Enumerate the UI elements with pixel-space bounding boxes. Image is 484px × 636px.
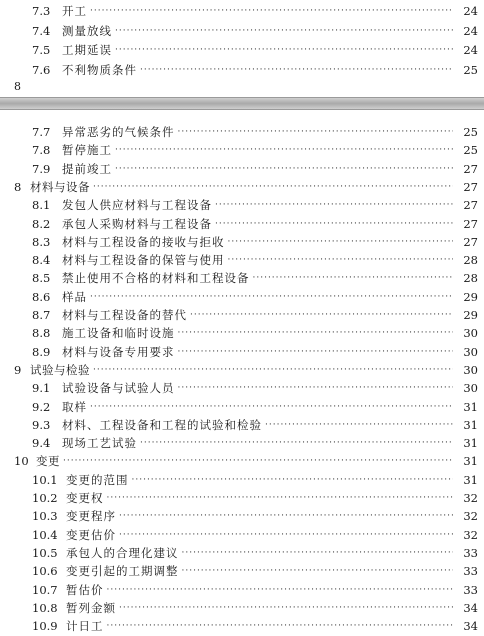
section-number: 7.3	[32, 4, 51, 18]
page-ref: 24	[463, 4, 478, 18]
toc-page-top	[0, 0, 484, 96]
section-number: 8.1	[32, 198, 51, 213]
section-title: 材料与工程设备的替代	[62, 308, 187, 322]
dot-leader	[132, 470, 454, 490]
section-number: 10.5	[32, 545, 58, 560]
page-ref: 32	[463, 491, 478, 505]
section-number: 8.3	[32, 234, 51, 249]
section-title: 试验设备与试验人员	[62, 381, 175, 396]
section-number: 7.7	[32, 125, 51, 139]
toc-entry	[0, 268, 484, 288]
page-ref: 27	[463, 234, 478, 249]
page-ref: 27	[463, 179, 478, 194]
section-number: 8.7	[32, 308, 51, 322]
toc-entry	[0, 159, 484, 179]
dot-leader	[115, 140, 453, 160]
section-title: 试验与检验	[30, 362, 90, 377]
section-title: 样品	[62, 289, 87, 304]
section-number: 8.8	[32, 326, 51, 341]
section-number: 10.7	[32, 582, 58, 597]
toc-entry	[0, 580, 484, 600]
toc-page-bottom	[0, 112, 484, 634]
section-title: 承包人采购材料与工程设备	[62, 216, 212, 231]
dot-leader	[178, 122, 454, 142]
section-number: 8.4	[32, 253, 51, 268]
page-ref: 30	[463, 381, 478, 396]
section-title: 变更权	[66, 491, 104, 505]
toc-entry	[0, 232, 484, 252]
section-title: 不利物质条件	[62, 62, 137, 77]
page-ref: 34	[463, 600, 478, 615]
page-ref: 32	[463, 509, 478, 524]
dot-leader	[63, 451, 453, 471]
dot-leader	[178, 342, 454, 362]
section-number: 10.8	[32, 600, 58, 615]
section-number: 10.3	[32, 509, 58, 524]
section-number: 10.4	[32, 527, 58, 542]
page-ref: 25	[463, 125, 478, 139]
section-title: 变更程序	[66, 509, 116, 524]
toc-entry	[0, 1, 484, 21]
toc-entry	[0, 323, 484, 343]
dot-leader	[115, 159, 453, 179]
dot-leader	[93, 360, 453, 380]
section-title: 禁止使用不合格的材料和工程设备	[62, 271, 250, 286]
dot-leader	[119, 506, 453, 526]
dot-leader	[178, 378, 454, 398]
page-ref: 31	[463, 417, 478, 432]
toc-entry	[0, 598, 484, 618]
page-ref: 30	[463, 362, 478, 377]
toc-entry	[0, 40, 484, 60]
section-title: 异常恶劣的气候条件	[62, 125, 175, 139]
page-ref: 27	[463, 216, 478, 231]
dot-leader	[107, 488, 454, 508]
toc-entry	[0, 378, 484, 398]
page-ref: 32	[463, 527, 478, 542]
section-title: 材料、工程设备和工程的试验和检验	[62, 417, 262, 432]
toc-entry	[0, 177, 484, 197]
toc-entry	[0, 195, 484, 215]
dot-leader	[182, 543, 454, 563]
section-title: 变更的范围	[66, 472, 129, 487]
dot-leader	[90, 287, 453, 307]
dot-leader	[178, 323, 454, 343]
toc-entry	[0, 506, 484, 526]
section-title: 变更估价	[66, 527, 116, 542]
dot-leader	[215, 195, 453, 215]
toc-entry	[0, 451, 484, 471]
toc-entry	[0, 305, 484, 325]
toc-entry	[0, 360, 484, 380]
dot-leader	[119, 598, 453, 618]
page-ref: 31	[463, 399, 478, 414]
page-ref: 28	[463, 253, 478, 268]
page-ref: 27	[463, 161, 478, 176]
page-ref: 25	[463, 62, 478, 77]
page-divider	[0, 97, 484, 110]
page-ref: 29	[463, 308, 478, 322]
page-ref: 27	[463, 198, 478, 213]
dot-leader	[253, 268, 454, 288]
page-ref: 24	[463, 23, 478, 38]
dot-leader	[140, 60, 453, 80]
section-number: 8.2	[32, 216, 51, 231]
dot-leader	[265, 415, 453, 435]
page-ref: 29	[463, 289, 478, 304]
section-number: 10	[14, 454, 29, 469]
toc-entry	[0, 616, 484, 636]
page-ref: 30	[463, 326, 478, 341]
section-number: 9.4	[32, 436, 51, 451]
page-number: 8	[14, 80, 21, 93]
dot-leader	[90, 397, 453, 417]
page-ref: 30	[463, 344, 478, 359]
section-number: 9	[14, 362, 22, 377]
page-ref: 28	[463, 271, 478, 286]
section-title: 承包人的合理化建议	[66, 545, 179, 560]
page-ref: 33	[463, 582, 478, 597]
section-title: 暂列金额	[66, 600, 116, 615]
page-ref: 31	[463, 454, 478, 469]
dot-leader	[140, 433, 453, 453]
section-number: 7.8	[32, 143, 51, 158]
page-ref: 31	[463, 436, 478, 451]
section-number: 8.5	[32, 271, 51, 286]
section-title: 暂停施工	[62, 143, 112, 158]
section-title: 提前竣工	[62, 161, 112, 176]
section-number: 9.2	[32, 399, 51, 414]
toc-entry	[0, 433, 484, 453]
section-number: 7.9	[32, 161, 51, 176]
dot-leader	[119, 525, 453, 545]
section-number: 8	[14, 179, 22, 194]
dot-leader	[190, 305, 453, 325]
page-ref: 34	[463, 619, 478, 634]
toc-entry	[0, 397, 484, 417]
section-title: 工期延误	[62, 43, 112, 58]
page-ref: 33	[463, 564, 478, 579]
section-title: 开工	[62, 4, 87, 18]
page-ref: 33	[463, 545, 478, 560]
toc-entry	[0, 470, 484, 490]
toc-entry	[0, 543, 484, 563]
toc-entry	[0, 525, 484, 545]
toc-entry	[0, 561, 484, 581]
section-number: 10.9	[32, 619, 58, 634]
section-title: 计日工	[66, 619, 104, 634]
section-title: 测量放线	[62, 23, 112, 38]
dot-leader	[115, 40, 453, 60]
section-number: 10.1	[32, 472, 58, 487]
toc-entry	[0, 21, 484, 41]
toc-entry	[0, 342, 484, 362]
section-title: 取样	[62, 399, 87, 414]
section-title: 暂估价	[66, 582, 104, 597]
section-title: 变更	[36, 454, 60, 469]
dot-leader	[215, 214, 453, 234]
toc-entry	[0, 122, 484, 142]
section-title: 材料与设备专用要求	[62, 344, 175, 359]
section-title: 变更引起的工期调整	[66, 564, 179, 579]
section-title: 材料与工程设备的保管与使用	[62, 253, 225, 268]
section-number: 10.6	[32, 564, 58, 579]
section-number: 9.3	[32, 417, 51, 432]
section-number: 10.2	[32, 491, 58, 505]
section-number: 8.9	[32, 344, 51, 359]
section-title: 材料与设备	[30, 179, 90, 194]
dot-leader	[93, 177, 453, 197]
toc-entry	[0, 60, 484, 80]
toc-entry	[0, 214, 484, 234]
section-number: 7.6	[32, 62, 51, 77]
page-ref: 25	[463, 143, 478, 158]
page-ref: 24	[463, 43, 478, 58]
dot-leader	[182, 561, 454, 581]
toc-entry	[0, 488, 484, 508]
dot-leader	[107, 616, 454, 636]
section-number: 9.1	[32, 381, 51, 396]
dot-leader	[228, 250, 454, 270]
page-ref: 31	[463, 472, 478, 487]
dot-leader	[115, 21, 453, 41]
section-title: 材料与工程设备的接收与拒收	[62, 234, 225, 249]
toc-entry	[0, 415, 484, 435]
section-number: 7.4	[32, 23, 51, 38]
section-number: 7.5	[32, 43, 51, 58]
section-number: 8.6	[32, 289, 51, 304]
section-title: 施工设备和临时设施	[62, 326, 175, 341]
toc-entry	[0, 287, 484, 307]
dot-leader	[90, 1, 453, 21]
section-title: 发包人供应材料与工程设备	[62, 198, 212, 213]
section-title: 现场工艺试验	[62, 436, 137, 451]
toc-entry	[0, 250, 484, 270]
dot-leader	[228, 232, 454, 252]
toc-entry	[0, 140, 484, 160]
dot-leader	[107, 580, 454, 600]
